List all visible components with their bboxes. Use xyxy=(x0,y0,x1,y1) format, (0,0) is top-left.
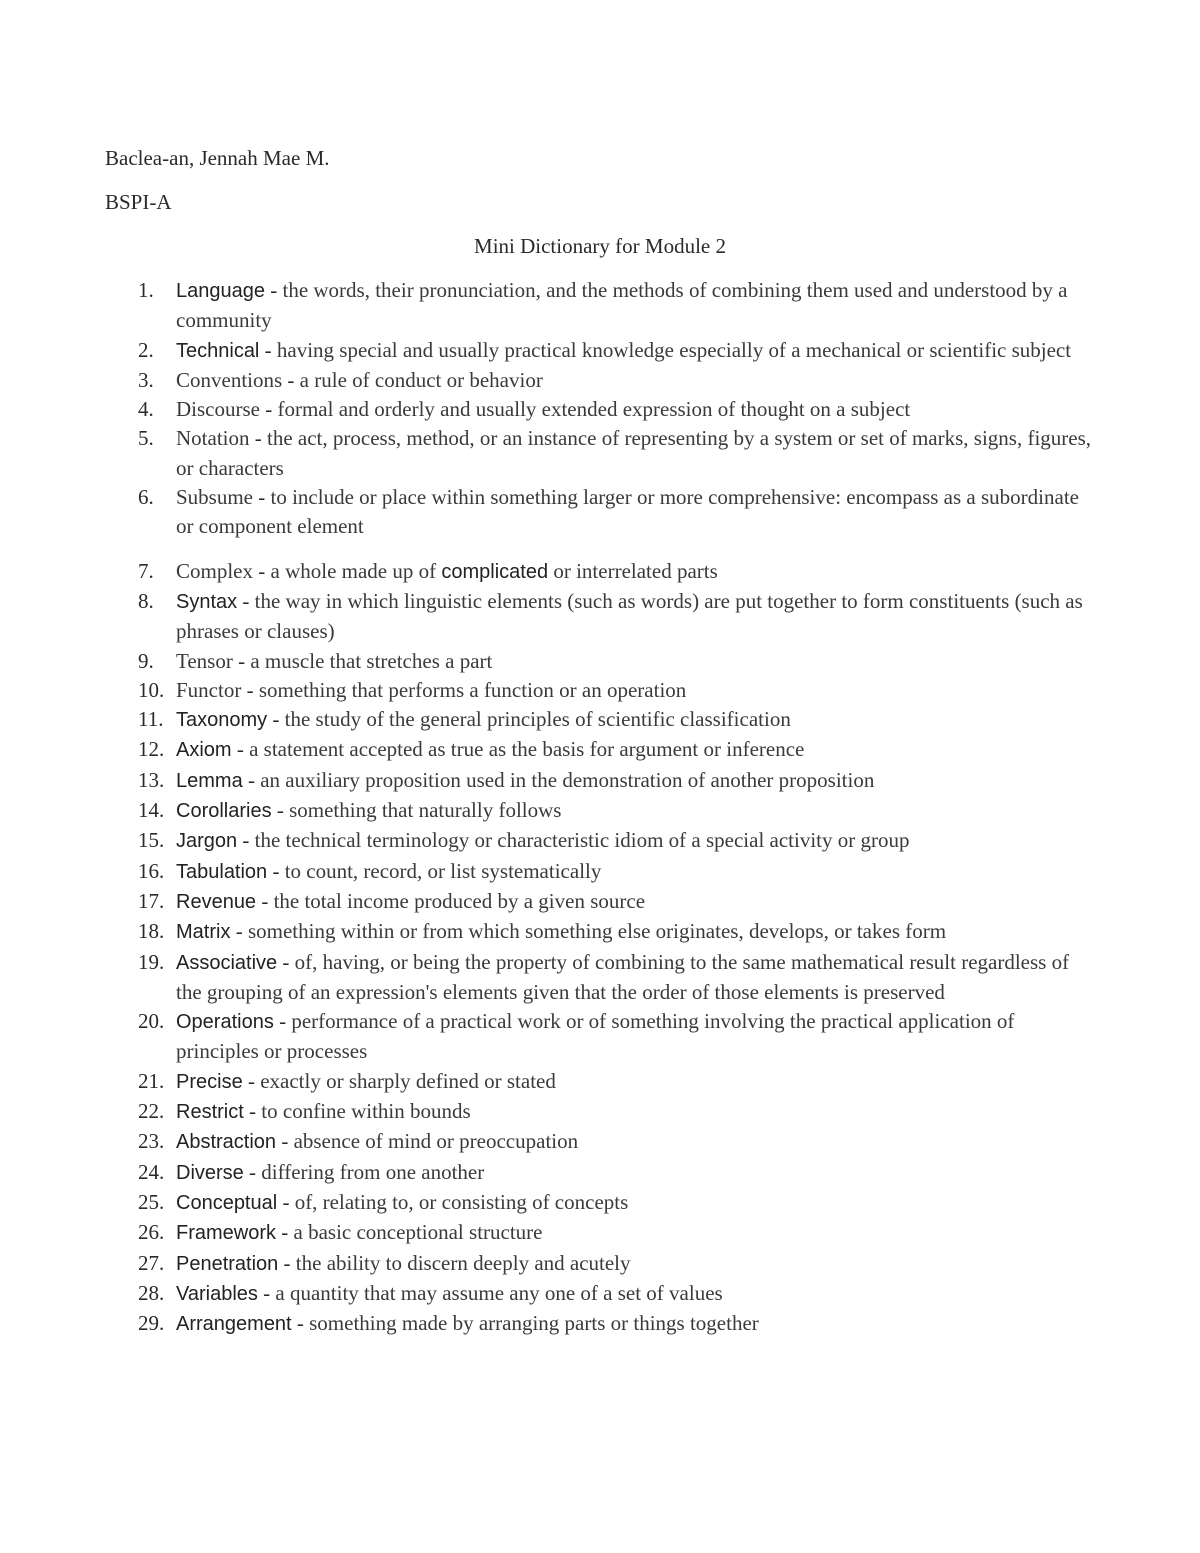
entry-number: 20. xyxy=(138,1009,165,1034)
entry-definition: something within or from which something else originates, develops, or takes form xyxy=(247,919,947,944)
entry-number: 13. xyxy=(138,767,165,792)
dictionary-entry xyxy=(138,1158,1098,1188)
entry-term: Variables xyxy=(176,1282,258,1305)
entry-definition: exactly or sharply defined or stated xyxy=(260,1068,556,1093)
entry-number: 14. xyxy=(138,798,165,823)
dictionary-entry xyxy=(138,587,1098,647)
dictionary-entry xyxy=(138,1249,1098,1279)
entry-number: 4. xyxy=(138,397,154,422)
entry-definition: differing from one another xyxy=(261,1159,485,1184)
dictionary-entry xyxy=(138,887,1098,917)
entry-number: 9. xyxy=(138,648,154,673)
dictionary-entry xyxy=(138,796,1098,826)
entry-separator: - xyxy=(267,858,285,883)
entry-definition: a muscle that stretches a part xyxy=(250,648,493,673)
entry-separator: - xyxy=(277,1189,295,1214)
entry-number: 22. xyxy=(138,1099,165,1124)
entry-definition: the ability to discern deeply and acutely xyxy=(295,1250,631,1275)
dictionary-entry xyxy=(138,647,1098,676)
entry-number: 7. xyxy=(138,558,154,583)
entry-definition: the way in which linguistic elements (such as words) are put together to form constituents (such as phrases or clauses) xyxy=(176,588,1083,644)
entry-term: Penetration xyxy=(176,1252,279,1275)
dictionary-entry xyxy=(138,276,1098,336)
entry-separator: - xyxy=(277,949,295,974)
entry-number: 2. xyxy=(138,337,154,362)
entry-term: Abstraction xyxy=(176,1131,277,1154)
entry-separator: - xyxy=(230,919,248,944)
entry-separator: - xyxy=(282,367,300,392)
entry-separator: - xyxy=(259,337,277,362)
dictionary-entry xyxy=(138,826,1098,856)
entry-definition: the total income produced by a given source xyxy=(273,888,646,913)
entry-number: 11. xyxy=(138,707,164,732)
entry-definition: having special and usually practical knowledge especially of a mechanical or scientific subject xyxy=(276,337,1072,362)
entry-separator: - xyxy=(273,1009,292,1034)
entry-separator: - xyxy=(276,1129,294,1154)
entry-definition: the study of the general principles of scientific classification xyxy=(284,707,791,732)
dictionary-entry xyxy=(138,336,1098,366)
dictionary-entry xyxy=(138,1218,1098,1248)
entry-definition: absence of mind or preoccupation xyxy=(293,1129,579,1154)
dictionary-entry xyxy=(138,1279,1098,1309)
entry-separator: - xyxy=(253,558,271,583)
entry-term: Subsume xyxy=(176,485,254,510)
entry-definition: a basic conceptional structure xyxy=(293,1220,543,1245)
entry-term: Associative xyxy=(176,951,278,974)
entry-definition: the act, process, method, or an instance of representing by a system or set of marks, signs, figures, or characters xyxy=(176,426,1092,480)
entry-term: Technical xyxy=(176,339,260,362)
entry-separator: - xyxy=(291,1311,310,1336)
entry-number: 3. xyxy=(138,367,154,392)
dictionary-entry xyxy=(138,483,1098,542)
dictionary-entry xyxy=(138,1007,1098,1067)
dictionary-entry xyxy=(138,948,1098,1008)
entry-separator: - xyxy=(237,588,255,613)
entry-definition: the words, their pronunciation, and the methods of combining them used and understood by a community xyxy=(176,278,1068,333)
entry-term: Precise xyxy=(176,1070,243,1093)
entry-definition: to include or place within something larger or more comprehensive: encompass as a subordinate or component element xyxy=(176,485,1079,539)
class-section: BSPI-A xyxy=(105,190,172,214)
dictionary-entry xyxy=(138,1127,1098,1157)
entry-term: Diverse xyxy=(176,1161,244,1184)
dictionary-entry xyxy=(138,424,1098,483)
entry-separator: - xyxy=(242,767,261,792)
entry-term: Syntax xyxy=(176,590,238,613)
entry-separator: - xyxy=(257,1280,276,1305)
dictionary-entry xyxy=(138,1309,1098,1339)
dictionary-entry xyxy=(138,557,1098,587)
entry-definition: an auxiliary proposition used in the demonstration of another proposition xyxy=(260,767,875,792)
entry-number: 23. xyxy=(138,1129,165,1154)
entry-definition: a statement accepted as true as the basis for argument or inference xyxy=(249,737,805,762)
entry-number: 18. xyxy=(138,919,165,944)
author-name: Baclea-an, Jennah Mae M. xyxy=(105,146,330,170)
entry-term: Framework xyxy=(176,1222,277,1245)
entry-separator: - xyxy=(264,278,283,302)
dictionary-entry xyxy=(138,676,1098,705)
entry-definition: something that naturally follows xyxy=(289,798,562,823)
entry-term: Taxonomy xyxy=(176,709,268,732)
entry-number: 29. xyxy=(138,1311,165,1336)
page-title: Mini Dictionary for Module 2 xyxy=(474,234,726,258)
entry-separator: - xyxy=(243,1159,262,1184)
entry-term: Tensor xyxy=(176,648,233,673)
entry-definition: to confine within bounds xyxy=(261,1099,471,1124)
entry-number: 19. xyxy=(138,949,165,974)
entry-separator: - xyxy=(243,1099,262,1124)
entry-term: Discourse xyxy=(176,397,260,422)
entry-number: 24. xyxy=(138,1159,165,1184)
entry-separator: - xyxy=(231,737,250,762)
entry-number: 25. xyxy=(138,1189,165,1214)
entry-separator: - xyxy=(278,1250,296,1275)
entry-number: 15. xyxy=(138,828,165,853)
entry-term: Operations xyxy=(176,1011,274,1034)
entry-number: 16. xyxy=(138,858,165,883)
entry-definition: of, relating to, or consisting of concepts xyxy=(294,1189,629,1214)
entry-term: Axiom xyxy=(176,739,232,762)
entry-definition: something made by arranging parts or things together xyxy=(309,1311,759,1336)
entry-definition: to count, record, or list systematically xyxy=(284,858,602,883)
entry-definition-emphasis: complicated xyxy=(441,560,549,583)
entry-separator: - xyxy=(242,1068,261,1093)
entry-definition xyxy=(271,559,718,583)
entry-definition: a rule of conduct or behavior xyxy=(299,367,543,392)
entry-definition: the technical terminology or characteristic idiom of a special activity or group xyxy=(254,828,910,853)
entry-definition-end: or interrelated parts xyxy=(548,558,718,583)
entry-term: Tabulation xyxy=(176,860,268,883)
entry-separator: - xyxy=(241,677,259,702)
dictionary-entry xyxy=(138,1097,1098,1127)
dictionary-entry xyxy=(138,395,1098,424)
entry-number: 8. xyxy=(138,588,154,613)
entry-term: Matrix xyxy=(176,921,231,944)
entry-separator: - xyxy=(271,798,290,823)
entry-term: Conceptual xyxy=(176,1191,278,1214)
dictionary-entry xyxy=(138,735,1098,765)
entry-term: Arrangement xyxy=(176,1313,292,1336)
dictionary-entry xyxy=(138,1188,1098,1218)
entry-separator: - xyxy=(249,426,267,451)
entry-definition: performance of a practical work or of something involving the practical application of principles or processes xyxy=(176,1009,1015,1064)
entry-separator: - xyxy=(256,888,274,913)
entry-number: 26. xyxy=(138,1220,165,1245)
entry-separator: - xyxy=(259,397,278,422)
entry-number: 28. xyxy=(138,1280,165,1305)
dictionary-entry xyxy=(138,857,1098,887)
entry-separator: - xyxy=(232,648,251,673)
entry-term: Complex xyxy=(176,558,253,583)
dictionary-list xyxy=(138,276,1098,1339)
entry-term: Functor xyxy=(176,677,242,702)
entry-definition: of, having, or being the property of combining to the same mathematical result regardless of the grouping of an expression's elements given that the order of those elements is preserved xyxy=(176,949,1070,1004)
entry-term: Language xyxy=(176,280,265,302)
entry-term: Corollaries xyxy=(176,800,272,823)
entry-term: Notation xyxy=(176,426,250,451)
entry-separator: - xyxy=(276,1220,294,1245)
entry-number: 5. xyxy=(138,426,154,451)
dictionary-entry xyxy=(138,705,1098,735)
entry-term: Jargon xyxy=(176,830,238,853)
entry-number: 21. xyxy=(138,1068,165,1093)
dictionary-entry xyxy=(138,366,1098,395)
entry-term: Lemma xyxy=(176,769,243,792)
entry-term: Conventions xyxy=(176,367,283,392)
entry-definition-start: a whole made up of xyxy=(270,558,442,583)
entry-separator: - xyxy=(267,707,285,732)
entry-number: 10. xyxy=(138,677,165,702)
entry-definition: a quantity that may assume any one of a set of values xyxy=(275,1280,723,1305)
entry-definition: formal and orderly and usually extended expression of thought on a subject xyxy=(277,397,911,422)
entry-number: 1. xyxy=(138,278,154,302)
dictionary-entry xyxy=(138,766,1098,796)
entry-number: 6. xyxy=(138,485,154,510)
entry-number: 17. xyxy=(138,888,165,913)
entry-separator: - xyxy=(253,485,271,510)
entry-definition: something that performs a function or an operation xyxy=(258,677,687,702)
entry-number: 27. xyxy=(138,1250,165,1275)
entry-term: Restrict xyxy=(176,1101,244,1124)
dictionary-entry xyxy=(138,917,1098,947)
entry-term: Revenue xyxy=(176,890,257,913)
dictionary-entry xyxy=(138,1067,1098,1097)
entry-separator: - xyxy=(237,828,255,853)
entry-number: 12. xyxy=(138,737,165,762)
